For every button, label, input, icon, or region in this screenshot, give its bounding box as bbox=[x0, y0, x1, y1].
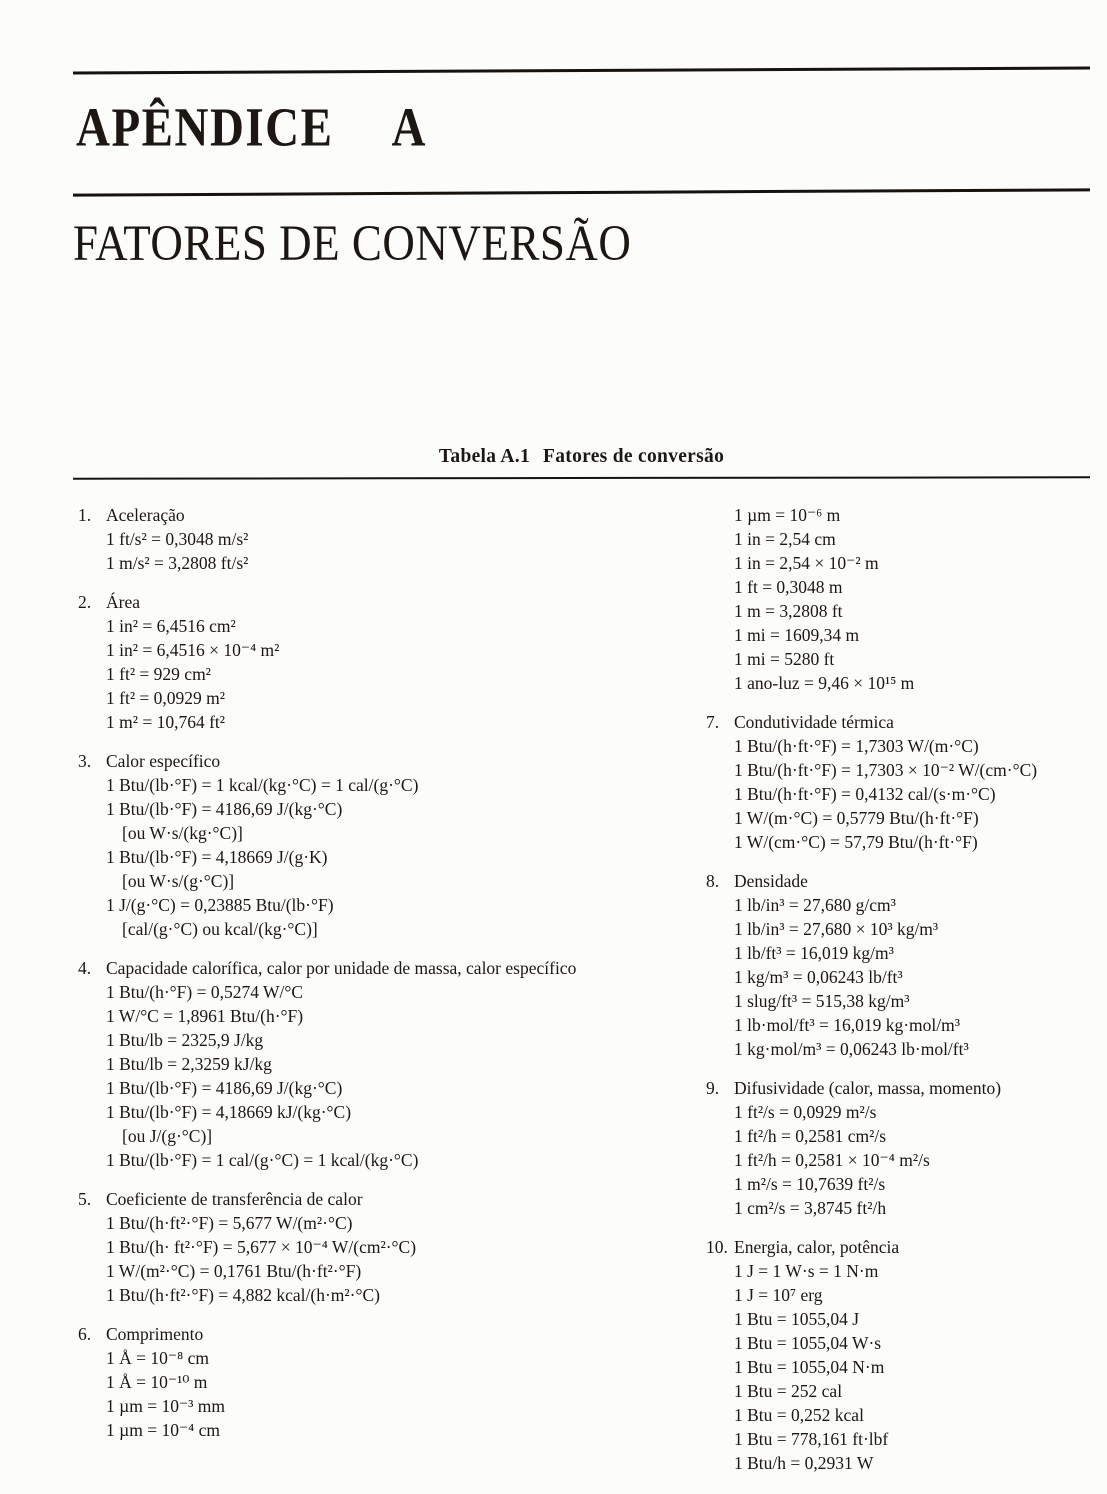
conversion-line: 1 mi = 5280 ft bbox=[734, 649, 835, 669]
section-title: Capacidade calorífica, calor por unidade de massa, calor específico bbox=[106, 958, 577, 978]
conversion-line: 1 m² = 10,764 ft² bbox=[106, 712, 226, 732]
section-title: Calor específico bbox=[106, 751, 221, 771]
section-header bbox=[78, 956, 643, 980]
conversion-line: 1 ft = 0,3048 m bbox=[734, 577, 843, 597]
conversion-line: 1 m²/s = 10,7639 ft²/s bbox=[734, 1174, 886, 1194]
section-header bbox=[78, 1187, 643, 1211]
section-title: Aceleração bbox=[106, 505, 185, 525]
section-header bbox=[78, 503, 643, 527]
conversion-line: 1 J/(g·°C) = 0,23885 Btu/(lb·°F) bbox=[106, 895, 334, 915]
conversion-line: 1 Btu/(lb·°F) = 4,18669 kJ/(kg·°C) bbox=[106, 1102, 352, 1122]
conversion-line: 1 cm²/s = 3,8745 ft²/h bbox=[734, 1198, 887, 1218]
conversion-line: 1 Btu/h = 0,2931 W bbox=[734, 1453, 874, 1473]
section-lines bbox=[78, 773, 643, 941]
section-10 bbox=[706, 1235, 1107, 1475]
conversion-line: [cal/(g·°C) ou kcal/(kg·°C)] bbox=[122, 919, 318, 939]
section-lines bbox=[78, 614, 643, 734]
section-lines bbox=[78, 980, 643, 1172]
section-4 bbox=[78, 956, 643, 1172]
section-header bbox=[78, 1322, 643, 1346]
section-continuation bbox=[706, 503, 1107, 695]
conversion-line: 1 W/(m²·°C) = 0,1761 Btu/(h·ft²·°F) bbox=[106, 1261, 362, 1281]
conversion-line: 1 µm = 10⁻⁴ cm bbox=[106, 1420, 221, 1440]
section-header bbox=[706, 710, 1107, 734]
conversion-line: 1 Btu/lb = 2,3259 kJ/kg bbox=[106, 1054, 272, 1074]
conversion-line: 1 ft²/s = 0,0929 m²/s bbox=[734, 1102, 877, 1122]
section-number: 1. bbox=[78, 505, 92, 525]
section-title: Condutividade térmica bbox=[734, 712, 894, 732]
section-lines bbox=[706, 893, 1107, 1061]
conversion-line: [ou W·s/(kg·°C)] bbox=[122, 823, 243, 843]
conversion-line: 1 Btu/lb = 2325,9 J/kg bbox=[106, 1030, 264, 1050]
section-number: 7. bbox=[706, 712, 720, 732]
section-header bbox=[78, 590, 643, 614]
appendix-letter: A bbox=[391, 97, 427, 159]
table-caption bbox=[73, 446, 1090, 468]
section-title: Difusividade (calor, massa, momento) bbox=[734, 1078, 1002, 1098]
conversion-line: 1 J = 1 W·s = 1 N·m bbox=[734, 1261, 879, 1281]
section-title: Área bbox=[106, 592, 141, 612]
section-header bbox=[78, 749, 643, 773]
conversion-line: 1 Btu = 1055,04 J bbox=[734, 1309, 860, 1329]
section-number: 4. bbox=[78, 958, 92, 978]
conversion-line: 1 kg/m³ = 0,06243 lb/ft³ bbox=[734, 967, 903, 987]
conversion-line: 1 J = 10⁷ erg bbox=[734, 1285, 823, 1305]
conversion-line: 1 in² = 6,4516 × 10⁻⁴ m² bbox=[106, 640, 280, 660]
conversion-line: 1 ft² = 929 cm² bbox=[106, 664, 211, 684]
section-number: 10. bbox=[706, 1237, 728, 1257]
conversion-line: 1 W/(cm·°C) = 57,79 Btu/(h·ft·°F) bbox=[734, 832, 978, 852]
conversion-line: 1 µm = 10⁻³ mm bbox=[106, 1396, 226, 1416]
section-8 bbox=[706, 869, 1107, 1061]
conversion-line: 1 kg·mol/m³ = 0,06243 lb·mol/ft³ bbox=[734, 1039, 969, 1059]
section-lines bbox=[78, 527, 643, 575]
section-title: Densidade bbox=[734, 871, 808, 891]
conversion-line: 1 ano-luz = 9,46 × 10¹⁵ m bbox=[734, 673, 915, 693]
conversion-line: 1 Å = 10⁻⁸ cm bbox=[106, 1348, 209, 1368]
section-5 bbox=[78, 1187, 643, 1307]
conversion-line: 1 Btu/(h·°F) = 0,5274 W/°C bbox=[106, 982, 304, 1002]
section-number: 2. bbox=[78, 592, 92, 612]
section-7 bbox=[706, 710, 1107, 854]
section-title: Coeficiente de transferência de calor bbox=[106, 1189, 363, 1209]
conversion-line: 1 Btu/(lb·°F) = 4,18669 J/(g·K) bbox=[106, 847, 328, 867]
conversion-line: 1 Btu/(lb·°F) = 4186,69 J/(kg·°C) bbox=[106, 1078, 343, 1098]
conversion-line: 1 W/(m·°C) = 0,5779 Btu/(h·ft·°F) bbox=[734, 808, 979, 828]
conversion-line: 1 in² = 6,4516 cm² bbox=[106, 616, 236, 636]
table-caption-text: Fatores de conversão bbox=[543, 446, 725, 467]
conversion-line: 1 in = 2,54 cm bbox=[734, 529, 836, 549]
conversion-line: 1 Btu/(h·ft²·°F) = 5,677 W/(m²·°C) bbox=[106, 1213, 353, 1233]
section-header bbox=[706, 869, 1107, 893]
conversion-line: 1 Btu/(lb·°F) = 1 cal/(g·°C) = 1 kcal/(kg·°C) bbox=[106, 1150, 419, 1170]
conversion-line: 1 Btu/(h· ft²·°F) = 5,677 × 10⁻⁴ W/(cm²·°C) bbox=[106, 1237, 417, 1257]
conversion-line: 1 Btu/(h·ft·°F) = 0,4132 cal/(s·m·°C) bbox=[734, 784, 996, 804]
conversion-line: 1 ft/s² = 0,3048 m/s² bbox=[106, 529, 249, 549]
conversion-line: 1 Btu/(h·ft·°F) = 1,7303 W/(m·°C) bbox=[734, 736, 979, 756]
conversion-line: 1 Btu/(lb·°F) = 1 kcal/(kg·°C) = 1 cal/(g·°C) bbox=[106, 775, 419, 795]
section-3 bbox=[78, 749, 643, 941]
section-number: 6. bbox=[78, 1324, 92, 1344]
table-rule bbox=[73, 476, 1090, 479]
conversion-line: 1 Btu = 0,252 kcal bbox=[734, 1405, 864, 1425]
conversion-line: 1 Btu = 778,161 ft·lbf bbox=[734, 1429, 889, 1449]
conversion-line: 1 ft²/h = 0,2581 × 10⁻⁴ m²/s bbox=[734, 1150, 930, 1170]
conversion-line: 1 lb·mol/ft³ = 16,019 kg·mol/m³ bbox=[734, 1015, 960, 1035]
column-left bbox=[78, 503, 643, 1457]
conversion-line: 1 Btu = 1055,04 N·m bbox=[734, 1357, 885, 1377]
section-lines bbox=[78, 1346, 643, 1442]
column-right bbox=[706, 503, 1107, 1490]
section-1 bbox=[78, 503, 643, 575]
conversion-line: 1 ft² = 0,0929 m² bbox=[106, 688, 226, 708]
section-9 bbox=[706, 1076, 1107, 1220]
section-lines bbox=[706, 734, 1107, 854]
middle-rule bbox=[73, 188, 1090, 196]
appendix-label: APÊNDICE bbox=[76, 97, 334, 159]
section-title: Energia, calor, potência bbox=[734, 1237, 900, 1257]
section-lines bbox=[706, 503, 1107, 695]
section-2 bbox=[78, 590, 643, 734]
conversion-line: 1 m = 3,2808 ft bbox=[734, 601, 843, 621]
conversion-line: [ou J/(g·°C)] bbox=[122, 1126, 213, 1146]
conversion-line: 1 m/s² = 3,2808 ft/s² bbox=[106, 553, 249, 573]
conversion-line: 1 Btu/(h·ft·°F) = 1,7303 × 10⁻² W/(cm·°C) bbox=[734, 760, 1038, 780]
section-header bbox=[706, 1076, 1107, 1100]
conversion-line: 1 lb/in³ = 27,680 × 10³ kg/m³ bbox=[734, 919, 939, 939]
appendix-title bbox=[76, 96, 427, 160]
conversion-line: 1 Btu/(h·ft²·°F) = 4,882 kcal/(h·m²·°C) bbox=[106, 1285, 380, 1305]
section-number: 8. bbox=[706, 871, 720, 891]
section-number: 3. bbox=[78, 751, 92, 771]
section-lines bbox=[706, 1100, 1107, 1220]
conversion-line: 1 mi = 1609,34 m bbox=[734, 625, 860, 645]
conversion-line: 1 ft²/h = 0,2581 cm²/s bbox=[734, 1126, 887, 1146]
conversion-line: 1 lb/ft³ = 16,019 kg/m³ bbox=[734, 943, 894, 963]
section-header bbox=[706, 1235, 1107, 1259]
conversion-line: 1 Btu/(lb·°F) = 4186,69 J/(kg·°C) bbox=[106, 799, 343, 819]
section-lines bbox=[706, 1259, 1107, 1475]
conversion-line: 1 Btu = 252 cal bbox=[734, 1381, 843, 1401]
table-caption-label: Tabela A.1 bbox=[438, 446, 531, 467]
page-subtitle: FATORES DE CONVERSÃO bbox=[73, 215, 632, 272]
conversion-line: [ou W·s/(g·°C)] bbox=[122, 871, 235, 891]
top-rule bbox=[73, 67, 1090, 75]
conversion-line: 1 in = 2,54 × 10⁻² m bbox=[734, 553, 879, 573]
section-number: 5. bbox=[78, 1189, 92, 1209]
section-6 bbox=[78, 1322, 643, 1442]
conversion-line: 1 Å = 10⁻¹⁰ m bbox=[106, 1372, 208, 1392]
section-number: 9. bbox=[706, 1078, 720, 1098]
conversion-line: 1 W/°C = 1,8961 Btu/(h·°F) bbox=[106, 1006, 304, 1026]
section-title: Comprimento bbox=[106, 1324, 204, 1344]
section-lines bbox=[78, 1211, 643, 1307]
conversion-line: 1 lb/in³ = 27,680 g/cm³ bbox=[734, 895, 896, 915]
conversion-line: 1 Btu = 1055,04 W·s bbox=[734, 1333, 882, 1353]
conversion-line: 1 slug/ft³ = 515,38 kg/m³ bbox=[734, 991, 910, 1011]
conversion-line: 1 µm = 10⁻⁶ m bbox=[734, 505, 841, 525]
